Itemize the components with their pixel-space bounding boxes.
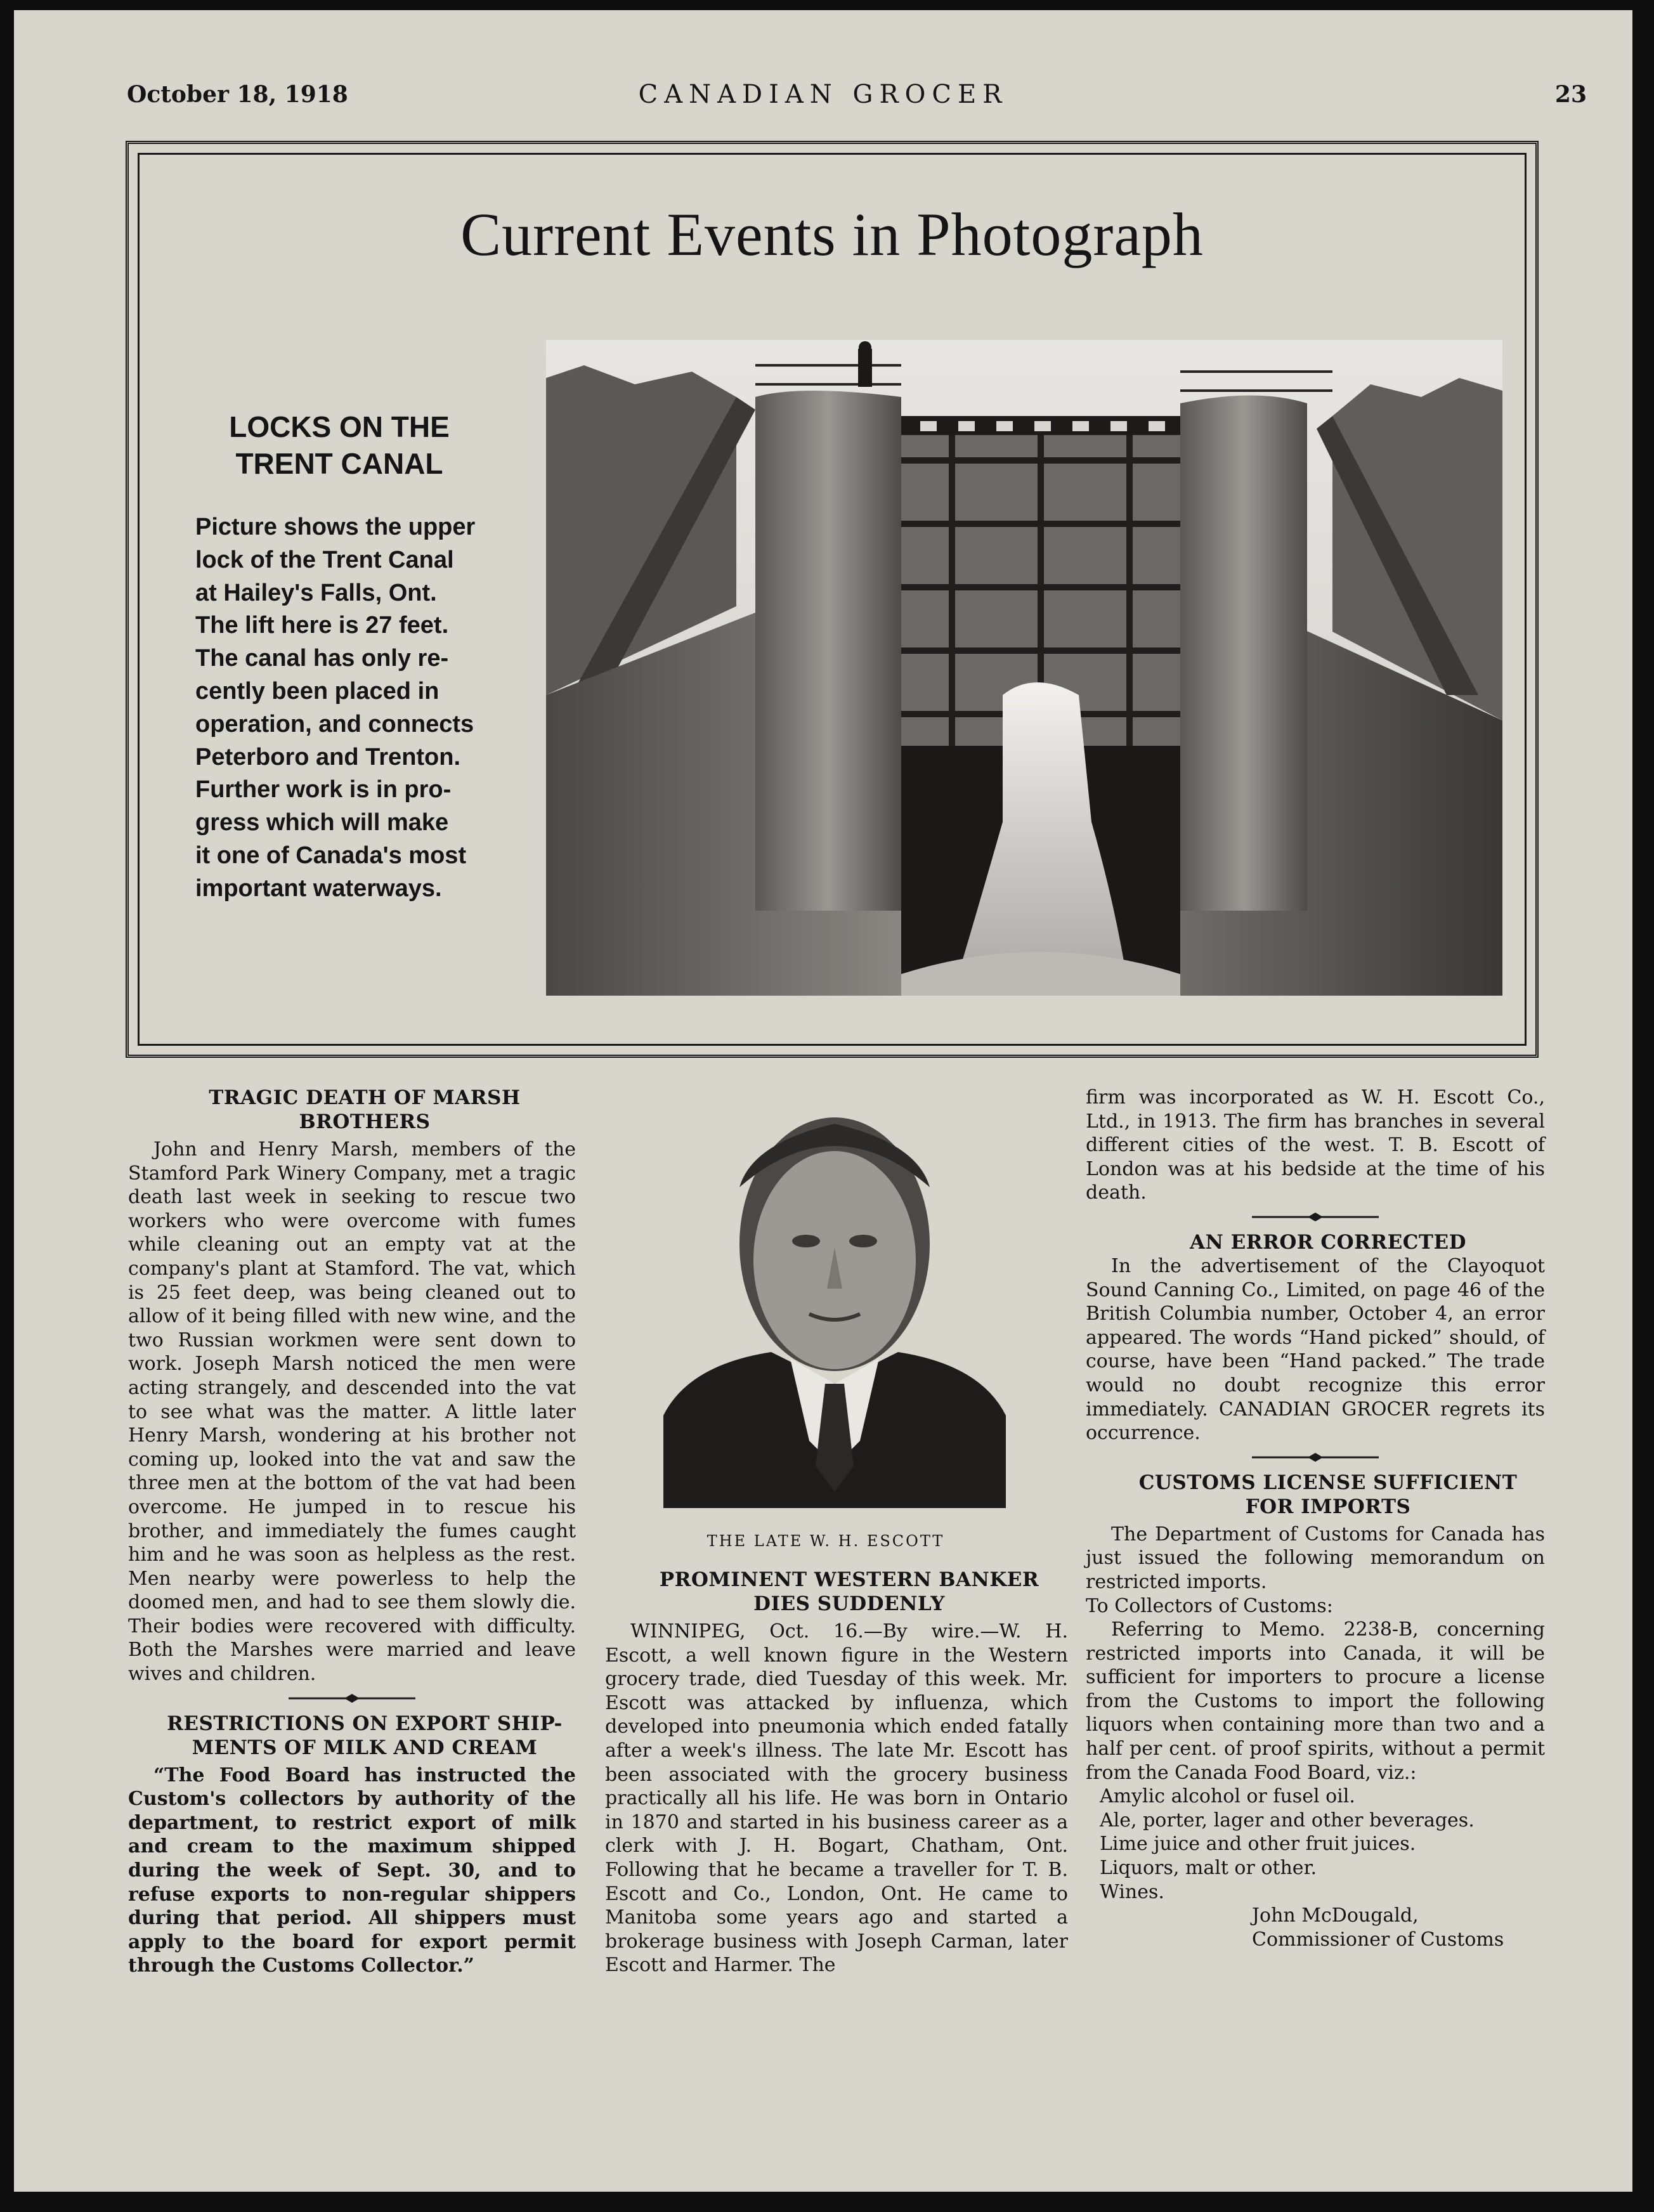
column-left <box>128 1086 576 1978</box>
issue-date: October 18, 1918 <box>127 81 348 108</box>
divider-ornament-icon <box>1252 1213 1379 1221</box>
caption-line: at Hailey's Falls, Ont. <box>195 579 437 606</box>
customs-list-item: Liquors, malt or other. <box>1100 1857 1317 1880</box>
photo-feature-inner-border <box>138 153 1527 1046</box>
escott-portrait-photo <box>663 1086 1006 1508</box>
page-number: 23 <box>1554 81 1587 108</box>
customs-salutation: To Collectors of Customs: <box>1086 1594 1333 1617</box>
customs-heading-line: FOR IMPORTS <box>1245 1495 1411 1518</box>
caption-line: cently been placed in <box>195 677 440 705</box>
section-divider <box>128 1686 576 1712</box>
escott-heading-line: PROMINENT WESTERN BANKER <box>659 1568 1039 1591</box>
caption-line: Peterboro and Trenton. <box>195 743 461 771</box>
caption-line: The canal has only re- <box>195 645 449 672</box>
column-middle <box>605 1568 1068 1977</box>
divider-ornament-icon <box>289 1694 415 1703</box>
escott-portrait-illustration <box>663 1086 1006 1508</box>
section-divider <box>1086 1205 1545 1230</box>
marsh-article-body: John and Henry Marsh, members of the Stamford Park Winery Company, met a tragic death last week in seeking to rescue two workers who were overcome with fumes while cleaning out an empty vat at the company's plant at Stamford. The vat, which is 25 feet deep, was being cleaned out to allow of it being filled with new wine, and the two Russian workmen were sent down to work. Joseph Marsh noticed the men were acting strangely, and descended into the vat to see what was the matter. A little later Henry Marsh, wondering at his brother not coming up, looked into the vat and saw the three men at the bottom of the vat had been overcome. He jumped in to rescue his brother, and immediately the fumes caught him and he was soon as helpless as the rest. Men nearby were powerless to help the doomed men, and had to see them slowly die. Their bodies were recovered with difficulty. Both the Marshes were married and leave wives and children. <box>128 1138 576 1686</box>
customs-heading-line: CUSTOMS LICENSE SUFFICIENT <box>1138 1471 1518 1494</box>
newspaper-page <box>14 10 1632 2192</box>
marsh-heading-line: TRAGIC DEATH OF MARSH <box>209 1086 521 1109</box>
caption-line: Picture shows the upper <box>195 514 476 540</box>
escott-article-continuation: firm was incorporated as W. H. Escott Co., Ltd., in 1913. The firm has branches in several different cities of the west. T. B. Escott of London was at his bedside at the time of his death. <box>1086 1086 1545 1204</box>
customs-list-item: Amylic alcohol or fusel oil. <box>1100 1785 1355 1808</box>
customs-body: Referring to Memo. 2238-B, concerning restricted imports into Canada, it will be sufficient for importers to procure a license from the Customs to import the following liquors when containing more than two and a half per cent. of proof spirits, without a permit from the Canada Food Board, viz.: <box>1086 1618 1545 1784</box>
caption-heading-line: LOCKS ON THE <box>229 410 450 443</box>
caption-line: The lift here is 27 feet. <box>195 612 449 639</box>
canal-lock-illustration <box>546 340 1502 996</box>
photo-caption-heading <box>197 408 482 482</box>
customs-signature-name: John McDougald, <box>1252 1904 1419 1927</box>
publication-title: CANADIAN GROCER <box>638 80 1008 109</box>
customs-signature-title: Commissioner of Customs <box>1252 1928 1504 1951</box>
photo-caption-text <box>195 511 525 906</box>
error-article-body: In the advertisement of the Clayoquot Sound Canning Co., Limited, on page 46 of the British Columbia number, October 4, an error appeared. The words “Hand picked” should, of course, have been “Hand packed.” The trade would no doubt recognize this error immediately. CANADIAN GROCER regrets its occurrence. <box>1086 1254 1545 1445</box>
customs-list-item: Wines. <box>1100 1880 1164 1903</box>
column-right <box>1086 1086 1545 1951</box>
marsh-heading-line: BROTHERS <box>299 1110 431 1133</box>
canal-lock-photo <box>546 340 1502 996</box>
caption-line: it one of Canada's most <box>195 842 467 869</box>
portrait-caption: THE LATE W. H. ESCOTT <box>707 1532 945 1550</box>
section-divider <box>1086 1445 1545 1471</box>
escott-heading-line: DIES SUDDENLY <box>753 1592 945 1615</box>
customs-list-item: Ale, porter, lager and other beverages. <box>1100 1809 1475 1831</box>
caption-heading-line: TRENT CANAL <box>235 447 443 480</box>
customs-intro: The Department of Customs for Canada has just issued the following memorandum on restricted imports. <box>1086 1523 1545 1593</box>
caption-line: operation, and connects <box>195 710 474 738</box>
escott-article-body: WINNIPEG, Oct. 16.—By wire.—W. H. Escott, a well known figure in the Western grocery trade, died Tuesday of this week. Mr. Escott was attacked by influenza, which developed into pneumonia which ended fatally after a week's illness. The late Mr. Escott has been associated with the grocery business practically all his life. He was born in Ontario in 1870 and started in his business career as a clerk with J. H. Bogart, Chatham, Ont. Following that he became a traveller for T. B. Escott and Co., London, Ont. He came to Manitoba some years ago and started a brokerage business with Joseph Carman, later Escott and Harmer. The <box>605 1620 1068 1977</box>
restrictions-heading-line: MENTS OF MILK AND CREAM <box>192 1736 538 1759</box>
error-heading: AN ERROR CORRECTED <box>1190 1230 1466 1254</box>
restrictions-heading-line: RESTRICTIONS ON EXPORT SHIP- <box>167 1712 563 1735</box>
divider-ornament-icon <box>1252 1453 1379 1462</box>
caption-line: gress which will make <box>195 809 449 836</box>
caption-line: important waterways. <box>195 875 442 902</box>
feature-title: Current Events in Photograph <box>460 200 1204 268</box>
restrictions-article-body: “The Food Board has instructed the Custom's collectors by authority of the department, to restrict export of milk and cream to the maximum shipped during the week of Sept. 30, and to refuse exports to non-regular shippers during that period. All shippers must apply to the board for export permit through the Customs Collector.” <box>128 1764 576 1977</box>
caption-line: Further work is in pro- <box>195 776 452 803</box>
customs-list-item: Lime juice and other fruit juices. <box>1100 1833 1416 1856</box>
caption-line: lock of the Trent Canal <box>195 546 454 573</box>
photo-feature-box <box>126 141 1539 1058</box>
